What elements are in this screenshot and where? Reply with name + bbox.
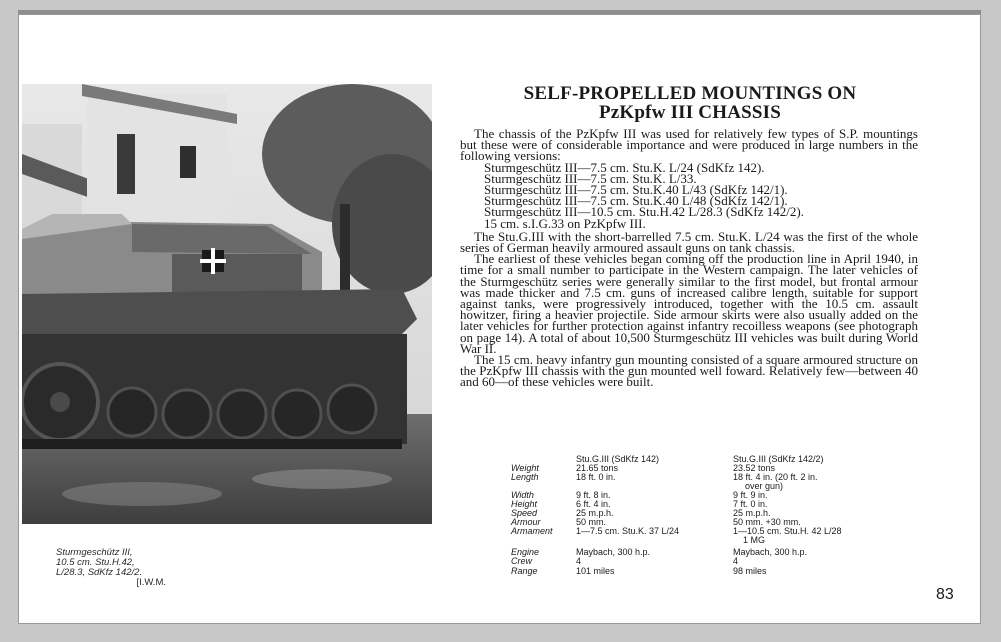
spec-column-header: Stu.G.III (SdKfz 142/2): [733, 454, 824, 464]
caption-line: L/28.3, SdKfz 142/2.: [56, 567, 143, 578]
spec-value: 25 m.p.h.: [576, 508, 614, 518]
spec-value: 21.65 tons: [576, 463, 619, 473]
spec-value: 98 miles: [733, 566, 767, 576]
photo-caption: [56, 548, 166, 588]
spec-value: 18 ft. 0 in.: [576, 472, 616, 482]
spec-value: 1—10.5 cm. Stu.H. 42 L/28: [733, 526, 842, 536]
tank-photo-illustration: [22, 84, 432, 524]
spec-value: 6 ft. 4 in.: [576, 499, 611, 509]
photo-credit: [I.W.M.: [136, 577, 166, 588]
spec-value: 25 m.p.h.: [733, 508, 771, 518]
spec-value: 23.52 tons: [733, 463, 776, 473]
spec-label: Weight: [511, 463, 539, 473]
spec-value: 50 mm. +30 mm.: [733, 517, 801, 527]
tank-photograph: [22, 84, 432, 524]
spec-label: Length: [511, 472, 539, 482]
spec-value: Maybach, 300 h.p.: [733, 547, 808, 557]
version-item: Sturmgeschütz III—7.5 cm. Stu.K. L/24 (SdKfz 142).: [484, 159, 765, 175]
spec-label: Engine: [511, 547, 540, 557]
version-item: Sturmgeschütz III—10.5 cm. Stu.H.42 L/28.3 (SdKfz 142/2).: [484, 204, 804, 220]
article-body: [460, 128, 918, 388]
spec-label: Crew: [511, 556, 533, 566]
title-line: SELF-PROPELLED MOUNTINGS ON: [523, 83, 857, 104]
spec-value: 7 ft. 0 in.: [733, 499, 768, 509]
version-item: Sturmgeschütz III—7.5 cm. Stu.K.40 L/48 (SdKfz 142/1).: [484, 193, 788, 209]
page-number: 83: [936, 586, 954, 603]
body-paragraph: The earliest of these vehicles began coming off the production line in April 1940, in time for a small number to participate in the Western campaign. The later vehicles of the Sturmgeschütz series were generally similar to the first model, but frontal armour was made thicker and 7.5 cm. guns of increased calibre length, suitable for support against tanks, were progressively introduced, together with the 10.5 cm. assault howitzer, firing a heavier projectile. Side armour skirts were also usually added on the later vehicles for further protection against infantry recoilless weapons (see photograph on page 14). A total of about 10,500 Sturmgeschütz III vehicles was built during World War II.: [460, 251, 918, 356]
spec-label: Height: [511, 499, 538, 509]
spec-value: Maybach, 300 h.p.: [576, 547, 651, 557]
spec-label: Armour: [511, 517, 541, 527]
page-title: [470, 84, 910, 122]
versions-list: [484, 159, 918, 231]
spec-value: over gun): [745, 481, 784, 491]
spec-label: Range: [511, 566, 538, 576]
spec-value: 1 MG: [743, 535, 766, 545]
spec-value: 4: [733, 556, 739, 566]
spec-value: 1—7.5 cm. Stu.K. 37 L/24: [576, 526, 680, 536]
body-paragraph: The Stu.G.III with the short-barrelled 7.5 cm. Stu.K. L/24 was the first of the whole series of German heavily armoured assault guns on tank chassis.: [460, 228, 918, 256]
intro-paragraph: The chassis of the PzKpfw III was used for relatively few types of S.P. mountings but these were of considerable importance and were produced in large numbers in the following versions:: [460, 126, 918, 164]
spec-column-header: Stu.G.III (SdKfz 142): [576, 454, 660, 464]
caption-line: 10.5 cm. Stu.H.42,: [56, 557, 135, 568]
spec-value: 9 ft. 8 in.: [576, 490, 611, 500]
spec-label: Width: [511, 490, 534, 500]
spec-value: 9 ft. 9 in.: [733, 490, 768, 500]
spec-label: Speed: [511, 508, 538, 518]
spec-value: 4: [576, 556, 582, 566]
spec-value: 50 mm.: [576, 517, 607, 527]
spec-value: 18 ft. 4 in. (20 ft. 2 in.: [733, 472, 818, 482]
version-item: Sturmgeschütz III—7.5 cm. Stu.K.40 L/43 (SdKfz 142/1).: [484, 182, 788, 198]
body-paragraph: The 15 cm. heavy infantry gun mounting consisted of a square armoured structure on the PzKpfw III chassis with the gun mounted well foward. Relatively few—between 40 and 60—of these vehicles were built.: [460, 352, 918, 390]
caption-line: Sturmgeschütz III,: [56, 547, 133, 558]
version-item: Sturmgeschütz III—7.5 cm. Stu.K. L/33.: [484, 170, 697, 186]
spec-value: 101 miles: [576, 566, 615, 576]
version-item: 15 cm. s.I.G.33 on PzKpfw III.: [484, 215, 646, 231]
title-line: PzKpfw III CHASSIS: [598, 102, 782, 123]
spec-label: Armament: [511, 526, 553, 536]
